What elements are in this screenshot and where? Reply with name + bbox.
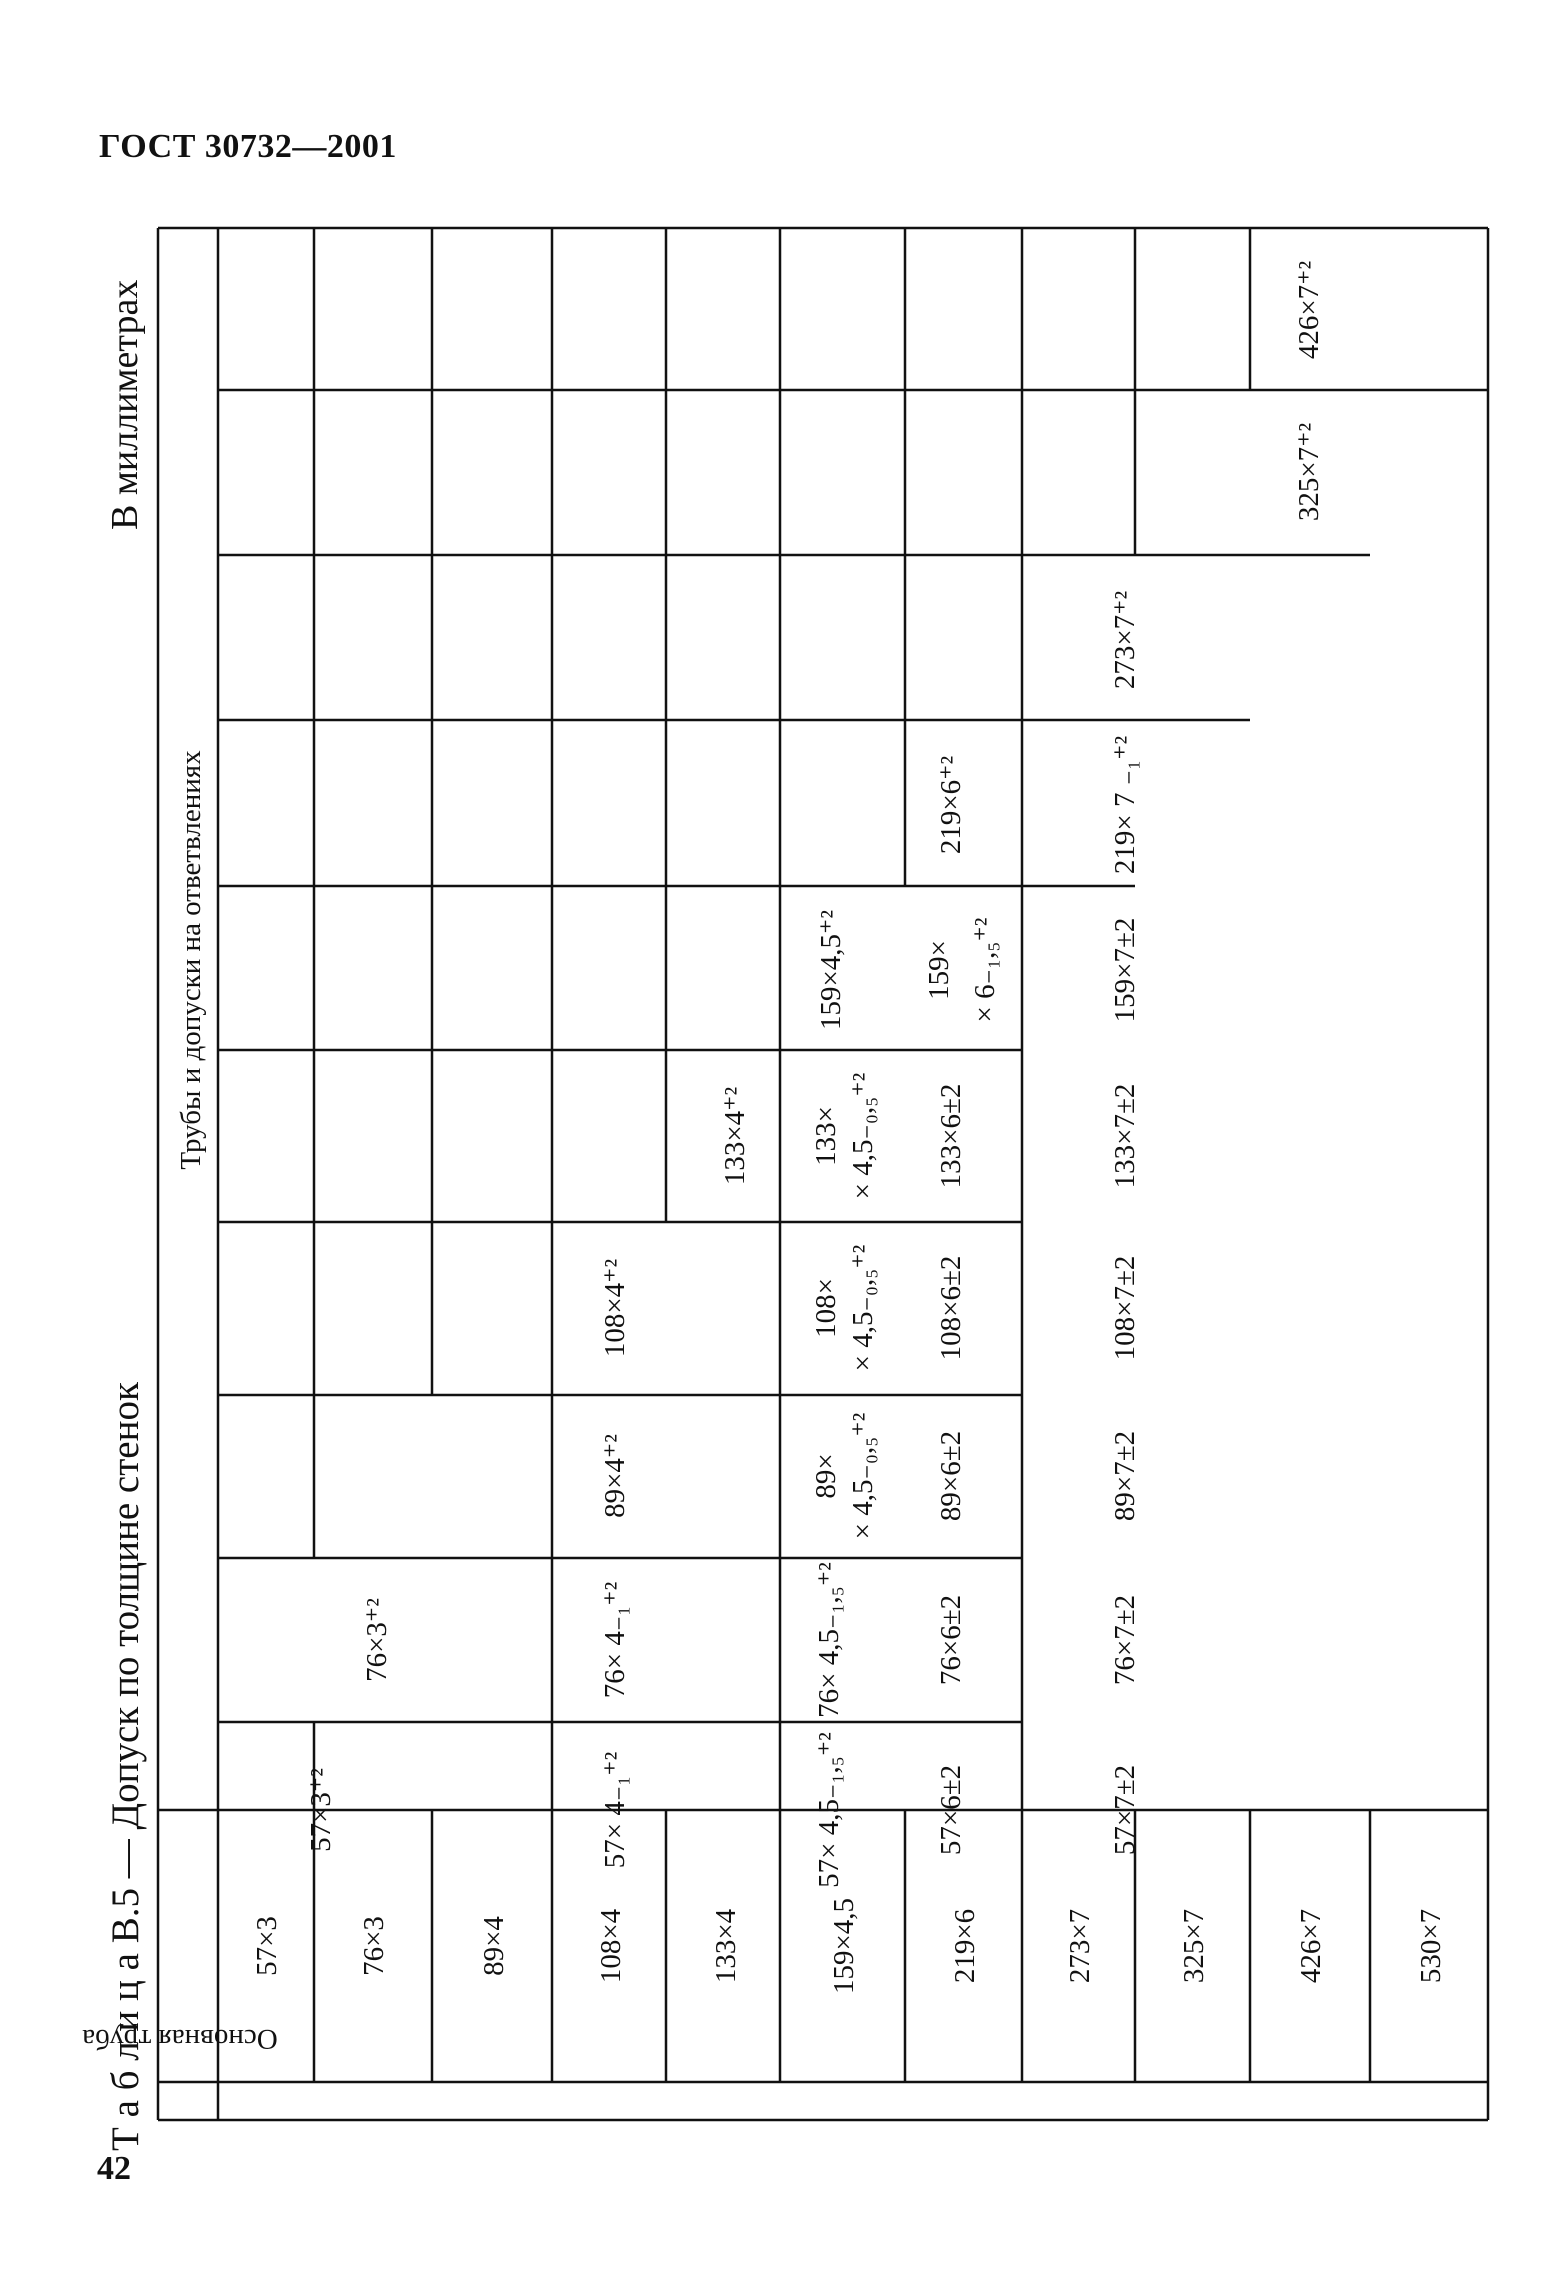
main-pipe-label: 325×7 bbox=[1178, 1908, 1210, 1984]
main-pipe-label: 159×4,5 bbox=[828, 1897, 860, 1995]
main-pipe-label: 108×4 bbox=[595, 1908, 627, 1984]
table-caption: Т а б л и ц а В.5 — Допуск по толщине стенок bbox=[104, 1382, 147, 2151]
main-pipe-label: 89×4 bbox=[478, 1916, 510, 1976]
main-pipe-label: 133×4 bbox=[710, 1908, 742, 1984]
main-pipe-label: 219×6 bbox=[949, 1908, 981, 1984]
branch-cell: 426×7⁺² bbox=[1293, 260, 1325, 360]
branch-cell: 325×7⁺² bbox=[1293, 422, 1325, 522]
branch-cell: 108×4⁺² bbox=[599, 1258, 631, 1358]
main-pipe-label: 530×7 bbox=[1415, 1908, 1447, 1984]
main-pipe-label: 57×3 bbox=[251, 1916, 283, 1976]
branch-cell: 57× 4,5₋₁,₅⁺² bbox=[813, 1732, 845, 1888]
branch-cell: 273×7⁺² bbox=[1109, 590, 1141, 690]
branch-cell: × 6₋₁,₅⁺² bbox=[969, 917, 1001, 1023]
branch-cell: × 4,5₋₀,₅⁺² bbox=[847, 1072, 879, 1200]
main-pipe-label: 76×3 bbox=[358, 1916, 390, 1976]
branches-header: Трубы и допуски на ответвлениях bbox=[175, 750, 207, 1170]
branch-cell: 133×7±2 bbox=[1109, 1083, 1141, 1189]
branch-cell: 133× bbox=[810, 1106, 842, 1166]
branch-cell: 219× 7 ₋₁⁺² bbox=[1109, 735, 1141, 875]
main-pipe-label: 273×7 bbox=[1064, 1908, 1096, 1984]
branch-cell: × 4,5₋₀,₅⁺² bbox=[847, 1244, 879, 1372]
branch-cell: 133×4⁺² bbox=[719, 1086, 751, 1186]
branch-cell: 108× bbox=[810, 1278, 842, 1338]
main-pipe-label: 426×7 bbox=[1295, 1908, 1327, 1984]
page-number: 42 bbox=[97, 2150, 131, 2187]
branch-cell: 159×7±2 bbox=[1109, 917, 1141, 1023]
branch-cell: 57×7±2 bbox=[1109, 1764, 1141, 1856]
branch-cell: 159× bbox=[923, 940, 955, 1000]
branch-cell: 219×6⁺² bbox=[935, 755, 967, 855]
main-pipe-header: Основная труба bbox=[82, 2023, 278, 2055]
branch-cell: 89× bbox=[810, 1453, 842, 1499]
branch-cell: 57× 4₋₁⁺² bbox=[599, 1751, 631, 1869]
branch-cell: 57×3⁺² bbox=[305, 1768, 337, 1852]
branch-cell: 76×3⁺² bbox=[361, 1598, 393, 1682]
branch-cell: 108×7±2 bbox=[1109, 1255, 1141, 1361]
branch-cell: 76× 4,5₋₁,₅⁺² bbox=[813, 1562, 845, 1718]
branch-cell: 133×6±2 bbox=[935, 1083, 967, 1189]
branch-cell: × 4,5₋₀,₅⁺² bbox=[847, 1412, 879, 1540]
branch-cell: 108×6±2 bbox=[935, 1255, 967, 1361]
branch-cell: 159×4,5⁺² bbox=[815, 909, 847, 1031]
branch-cell: 89×4⁺² bbox=[599, 1434, 631, 1518]
units-note: В миллиметрах bbox=[104, 279, 146, 530]
branch-cell: 57×6±2 bbox=[935, 1764, 967, 1856]
branch-cell: 76×7±2 bbox=[1109, 1594, 1141, 1686]
branch-cell: 89×7±2 bbox=[1109, 1430, 1141, 1522]
branch-cell: 76×6±2 bbox=[935, 1594, 967, 1686]
document-header: ГОСТ 30732—2001 bbox=[99, 128, 397, 165]
branch-cell: 76× 4₋₁⁺² bbox=[599, 1581, 631, 1699]
branch-cell: 89×6±2 bbox=[935, 1430, 967, 1522]
